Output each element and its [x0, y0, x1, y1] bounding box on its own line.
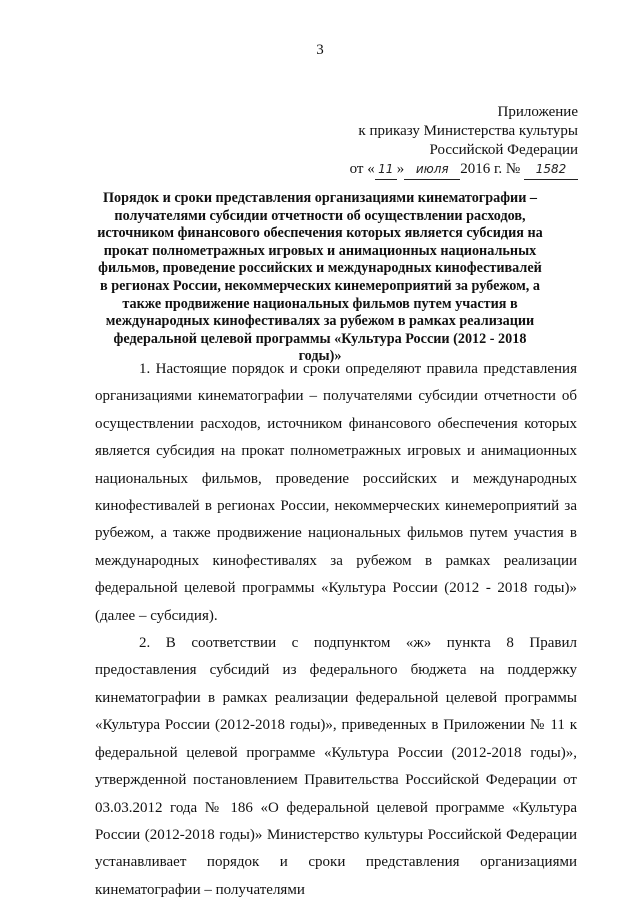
page-number: 3: [316, 42, 324, 58]
appendix-federation: Российской Федерации: [429, 142, 578, 158]
appendix-date-line: [350, 160, 578, 180]
document-title: Порядок и сроки представления организациями кинематографии – получателями субсидии отчетности об осуществлении расходов, источником финансового обеспечения которых является субсидия на прокат полнометражных игровых и анимационных национальных фильмов, проведение российских и международных кинофестивалей в регионах России, некоммерческих кинемероприятий за рубежом, а также продвижение национальных фильмов путем участия в международных кинофестивалях за рубежом в рамках реализации федеральной целевой программы «Культура России (2012 - 2018 годы)»: [97, 190, 543, 365]
handwritten-order-number: 1582: [524, 160, 578, 180]
document-body: [95, 356, 577, 904]
paragraph-2: 2. В соответствии с подпунктом «ж» пункта 8 Правил предоставления субсидий из федерального бюджета на поддержку кинематографии в рамках реализации федеральной целевой программы «Культура России (2012-2018 годы)», приведенных в Приложении № 11 к федеральной целевой программе «Культура России (2012-2018 годы)», утвержденной постановлением Правительства Российской Федерации от 03.03.2012 года № 186 «О федеральной целевой программе «Культура России (2012-2018 годы)» Министерство культуры Российской Федерации устанавливает порядок и сроки представления организациями кинематографии – получателями: [95, 635, 577, 898]
handwritten-month: июля: [404, 160, 460, 180]
date-year: 2016 г. №: [460, 161, 521, 177]
appendix-order-ref: к приказу Министерства культуры: [358, 123, 578, 139]
appendix-label: Приложение: [497, 104, 578, 120]
date-prefix: от «: [349, 161, 375, 177]
paragraph-1: 1. Настоящие порядок и сроки определяют правила представления организациями кинематографии – получателями субсидии отчетности об осуществлении расходов, источником финансового обеспечения которых является субсидия на прокат полнометражных игровых и анимационных национальных фильмов, проведение российских и международных кинофестивалей в регионах России, некоммерческих кинемероприятий за рубежом, а также продвижение национальных фильмов путем участия в международных кинофестивалях за рубежом в рамках реализации федеральной целевой программы «Культура России (2012 - 2018 годы)» (далее – субсидия).: [95, 361, 577, 624]
handwritten-day: 11: [375, 160, 397, 180]
date-mid: »: [396, 161, 405, 177]
appendix-header: [350, 103, 578, 180]
